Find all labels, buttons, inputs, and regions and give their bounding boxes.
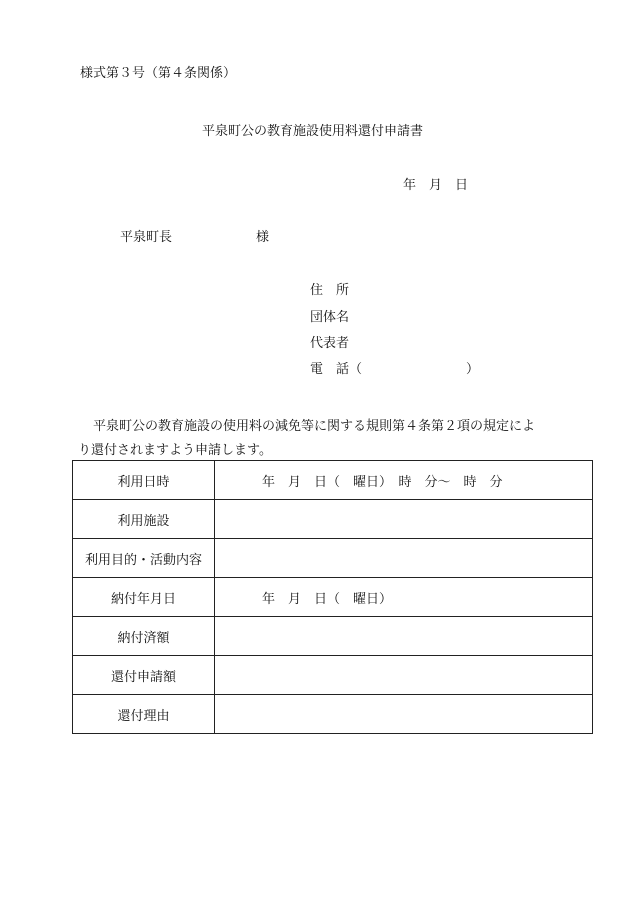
row-value-refund-reason[interactable] [215, 695, 593, 734]
row-label-refund-amount: 還付申請額 [73, 656, 215, 695]
form-number: 様式第３号（第４条関係） [80, 66, 237, 81]
request-statement-line-1: 平泉町公の教育施設の使用料の減免等に関する規則第４条第２項の規定によ [93, 419, 536, 434]
row-label-payment-date: 納付年月日 [73, 578, 215, 617]
row-label-purpose: 利用目的・活動内容 [73, 539, 215, 578]
document-title: 平泉町公の教育施設使用料還付申請書 [202, 124, 424, 139]
addressee-name: 平泉町長 [120, 230, 173, 245]
date-line: 年 月 日 [403, 178, 469, 193]
row-value-refund-amount[interactable] [215, 656, 593, 695]
row-value-purpose[interactable] [215, 539, 593, 578]
request-statement [80, 415, 560, 463]
applicant-phone-label: 電 話（ [310, 362, 363, 377]
table-row [73, 656, 593, 695]
applicant-representative-label: 代表者 [310, 336, 350, 351]
row-value-paid-amount[interactable] [215, 617, 593, 656]
application-table [72, 460, 593, 734]
row-value-payment-date[interactable]: 年 月 日（ 曜日） [215, 578, 593, 617]
addressee-suffix: 様 [256, 230, 270, 245]
table-row [73, 500, 593, 539]
applicant-phone-row [310, 363, 479, 379]
table-row [73, 578, 593, 617]
applicant-address-label: 住 所 [310, 283, 350, 298]
row-value-usage-datetime[interactable]: 年 月 日（ 曜日） 時 分～ 時 分 [215, 461, 593, 500]
row-label-usage-datetime: 利用日時 [73, 461, 215, 500]
table-row [73, 695, 593, 734]
table-row [73, 461, 593, 500]
row-value-facility[interactable] [215, 500, 593, 539]
applicant-phone-close: ） [466, 362, 480, 377]
row-label-facility: 利用施設 [73, 500, 215, 539]
table-row [73, 617, 593, 656]
row-label-refund-reason: 還付理由 [73, 695, 215, 734]
row-label-paid-amount: 納付済額 [73, 617, 215, 656]
applicant-group-label: 団体名 [310, 310, 350, 325]
request-statement-line-2: り還付されますよう申請します。 [78, 443, 272, 458]
table-row [73, 539, 593, 578]
